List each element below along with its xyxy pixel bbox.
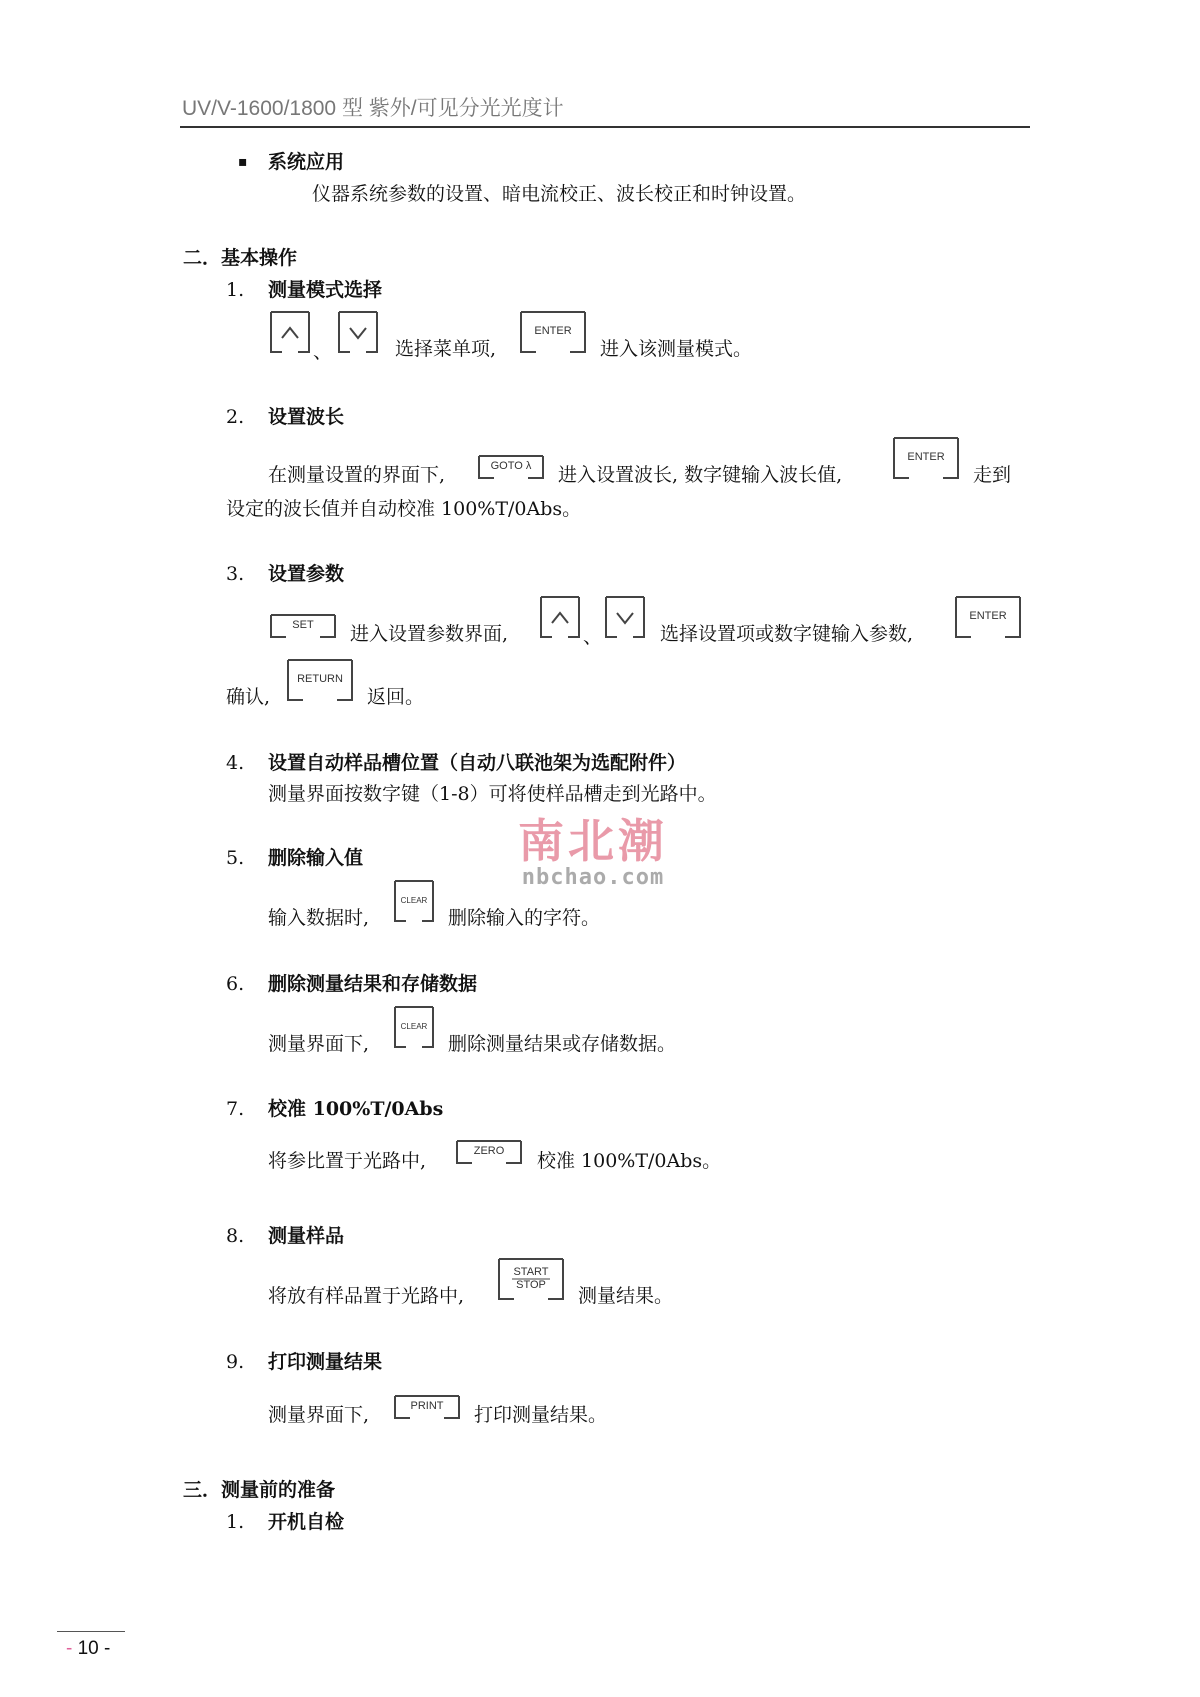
return-key (287, 659, 353, 701)
clear-key-label: CLEAR (400, 896, 428, 905)
return-key-label: RETURN (297, 673, 343, 685)
item3-separator: 、 (583, 626, 603, 648)
page-number-dash-right: - (98, 1638, 111, 1659)
enter-key (955, 596, 1021, 638)
item2-text-b: 进入设置波长, 数字键输入波长值, (558, 464, 843, 486)
footer-rule (57, 1631, 125, 1632)
print-key-label: PRINT (410, 1400, 444, 1412)
item6-text-b: 删除测量结果或存储数据。 (448, 1033, 677, 1055)
item7-text-a: 将参比置于光路中, (268, 1150, 427, 1172)
set-key (270, 614, 336, 638)
item2-text-c: 走到 (973, 464, 1012, 486)
clear-key (394, 1006, 434, 1048)
section3-heading: 三．测量前的准备 (183, 1479, 336, 1501)
watermark-en: nbchao.com (521, 865, 665, 890)
item3-title: 设置参数 (268, 563, 345, 585)
item9-text-a: 测量界面下, (268, 1404, 370, 1426)
item2-number: 2. (226, 406, 245, 428)
enter-key-label: ENTER (969, 610, 1007, 622)
item5-title: 删除输入值 (268, 847, 364, 869)
item3-text-b: 选择设置项或数字键输入参数, (660, 623, 914, 645)
item6-number: 6. (226, 973, 245, 995)
item7-text-b: 校准 100%T/0Abs。 (537, 1150, 722, 1172)
item9-number: 9. (226, 1351, 245, 1373)
watermark-cn: 南北潮 (518, 814, 668, 868)
start-label: START (513, 1266, 549, 1278)
item6-text-a: 测量界面下, (268, 1033, 370, 1055)
item7-title: 校准 100%T/0Abs (268, 1098, 444, 1120)
item5-text-a: 输入数据时, (268, 907, 370, 929)
item9-title: 打印测量结果 (268, 1351, 383, 1373)
down-arrow-key (338, 311, 378, 353)
page-number (66, 1638, 110, 1660)
up-arrow-icon (540, 596, 580, 638)
enter-key-label: ENTER (534, 325, 572, 337)
enter-key-label: ENTER (907, 451, 945, 463)
item1-text-b: 进入该测量模式。 (600, 338, 753, 360)
down-arrow-icon (338, 311, 378, 353)
sys-app-desc: 仪器系统参数的设置、暗电流校正、波长校正和时钟设置。 (312, 183, 807, 205)
watermark (518, 816, 668, 890)
item2-text-a: 在测量设置的界面下, (268, 464, 446, 486)
item4-text-a: 测量界面按数字键（1-8）可将使样品槽走到光路中。 (268, 783, 717, 805)
item7-number: 7. (226, 1098, 245, 1120)
page-header (180, 92, 1030, 128)
clear-key (394, 880, 434, 922)
up-arrow-key (540, 596, 580, 638)
zero-key (456, 1140, 522, 1164)
item5-text-b: 删除输入的字符。 (448, 907, 601, 929)
start-stop-key (498, 1258, 564, 1300)
print-key (394, 1395, 460, 1419)
item3-text-c: 确认, (226, 686, 271, 708)
down-arrow-key (605, 596, 645, 638)
item8-text-a: 将放有样品置于光路中, (268, 1285, 465, 1307)
section3-item1-title: 开机自检 (268, 1511, 345, 1533)
item3-text-a: 进入设置参数界面, (350, 623, 509, 645)
up-arrow-icon (270, 311, 310, 353)
enter-key (893, 437, 959, 479)
item8-title: 测量样品 (268, 1225, 345, 1247)
item8-text-b: 测量结果。 (578, 1285, 674, 1307)
up-arrow-key (270, 311, 310, 353)
enter-key (520, 311, 586, 353)
item1-separator: 、 (313, 341, 333, 363)
item2-title: 设置波长 (268, 406, 345, 428)
item3-number: 3. (226, 563, 245, 585)
bullet: ▪ (238, 154, 248, 170)
item6-title: 删除测量结果和存储数据 (268, 973, 478, 995)
item4-number: 4. (226, 752, 245, 774)
item1-number: 1. (226, 279, 245, 301)
set-key-label: SET (292, 619, 314, 631)
page-number-value: 10 (77, 1638, 99, 1659)
page-number-dash-left: - (66, 1638, 78, 1659)
item2-text-d: 设定的波长值并自动校准 100%T/0Abs。 (226, 498, 582, 520)
sys-app-title: 系统应用 (268, 151, 345, 173)
item1-text-a: 选择菜单项, (395, 338, 497, 360)
section2-heading: 二．基本操作 (183, 247, 298, 269)
stop-label: STOP (516, 1279, 546, 1291)
item9-text-b: 打印测量结果。 (474, 1404, 608, 1426)
down-arrow-icon (605, 596, 645, 638)
item3-text-d: 返回。 (367, 686, 425, 708)
section3-item1-number: 1. (226, 1511, 245, 1533)
goto-key (478, 455, 544, 479)
zero-key-label: ZERO (473, 1145, 505, 1157)
goto-key-label: GOTO λ (490, 460, 532, 472)
item4-title: 设置自动样品槽位置（自动八联池架为选配附件） (268, 752, 687, 774)
item8-number: 8. (226, 1225, 245, 1247)
clear-key-label: CLEAR (400, 1022, 428, 1031)
header-title: UV/V-1600/1800 型 紫外/可见分光光度计 (182, 97, 564, 120)
item5-number: 5. (226, 847, 245, 869)
item1-title: 测量模式选择 (268, 279, 383, 301)
